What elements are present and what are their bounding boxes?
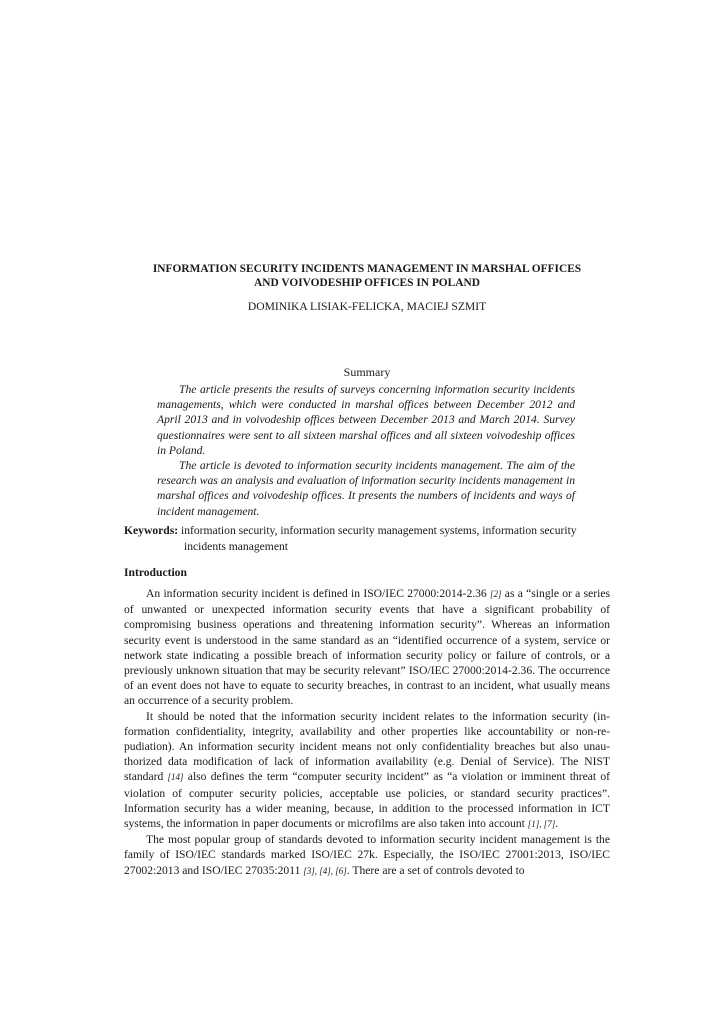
body-paragraph: [124, 832, 610, 879]
body-text: The most popular group of standards devoted to information security incident management is the family of ISO/IEC standards marked ISO/IEC 27k. Especially, the ISO/IEC 27001:2013, ISO/IEC 27002:2013 and ISO/IEC 27035:2011: [124, 833, 610, 877]
body-text: An information security incident is defined in ISO/IEC 27000:2014-2.36: [146, 587, 491, 600]
article-title: [124, 262, 610, 290]
citation: [2]: [490, 589, 502, 599]
keywords-text-continued: incidents management: [184, 539, 288, 553]
keywords: [124, 523, 610, 554]
body-text: . There are a set of controls devoted to: [346, 863, 525, 877]
abstract: [157, 382, 575, 519]
keywords-text: information security, information security management systems, information security: [178, 524, 577, 537]
section-heading-introduction: Introduction: [124, 566, 187, 579]
body-paragraph: [124, 586, 610, 709]
abstract-paragraph: The article presents the results of surveys concerning information security incidents managements, which were conducted in marshal offices between December 2012 and April 2013 and in voivodeship offices between December 2013 and March 2014. Survey questionnaires were sent to all sixteen marshal offices and all sixteen voivodeship offices in Poland.: [157, 383, 575, 457]
citation: [14]: [167, 772, 184, 783]
title-line-2: AND VOIVODESHIP OFFICES IN POLAND: [254, 277, 480, 289]
citation: [3], [4], [6]: [303, 865, 347, 876]
keywords-label: Keywords:: [124, 524, 179, 537]
article-authors: DOMINIKA LISIAK-FELICKA, MACIEJ SZMIT: [247, 300, 487, 313]
body-text: It should be noted that the information security incident relates to the information security (information confidentiality, integrity, availability and other properties like accountability or non-repudiation). An information security incident means not only confidentiality breaches but also unauthorized data modification of lack of information availability (e.g. Denial of Service). The NIST standard: [124, 709, 610, 784]
body-paragraph: [124, 709, 610, 833]
introduction-body: [124, 586, 610, 879]
body-text: also defines the term “computer security incident” as “a violation or imminent threat of violation of computer security policies, acceptable use policies, or standard security practices”. Information security has a wider meaning, because, in addition to the processed information in ICT systems, the information in paper documents or microfilms are also taken into account: [124, 770, 610, 831]
body-text: .: [555, 817, 559, 831]
abstract-paragraph: The article is devoted to information security incidents management. The aim of the research was an analysis and evaluation of information security incidents management in marshal offices and voivodeship offices. It presents the numbers of incidents and ways of incident management.: [157, 459, 575, 518]
summary-heading: Summary: [343, 365, 391, 379]
title-line-1: INFORMATION SECURITY INCIDENTS MANAGEMENT IN MARSHAL OFFICES: [152, 263, 582, 275]
citation: [1], [7]: [527, 819, 556, 830]
body-text: as a “single or a series of unwanted or unexpected information security events that have a significant probability of compromising business operations and threatening information security”. Whereas an information security event is understood in the same standard as an “identified occurrence of a system, service or network state indicating a possible breach of information security policy or failure of controls, or a previously unknown situation that may be security relevant” ISO/IEC 27000:2014-2.36. The occurrence of an event does not have to equate to security breaches, in contrast to an incident, what usually means an occurrence of a security problem.: [124, 587, 610, 708]
